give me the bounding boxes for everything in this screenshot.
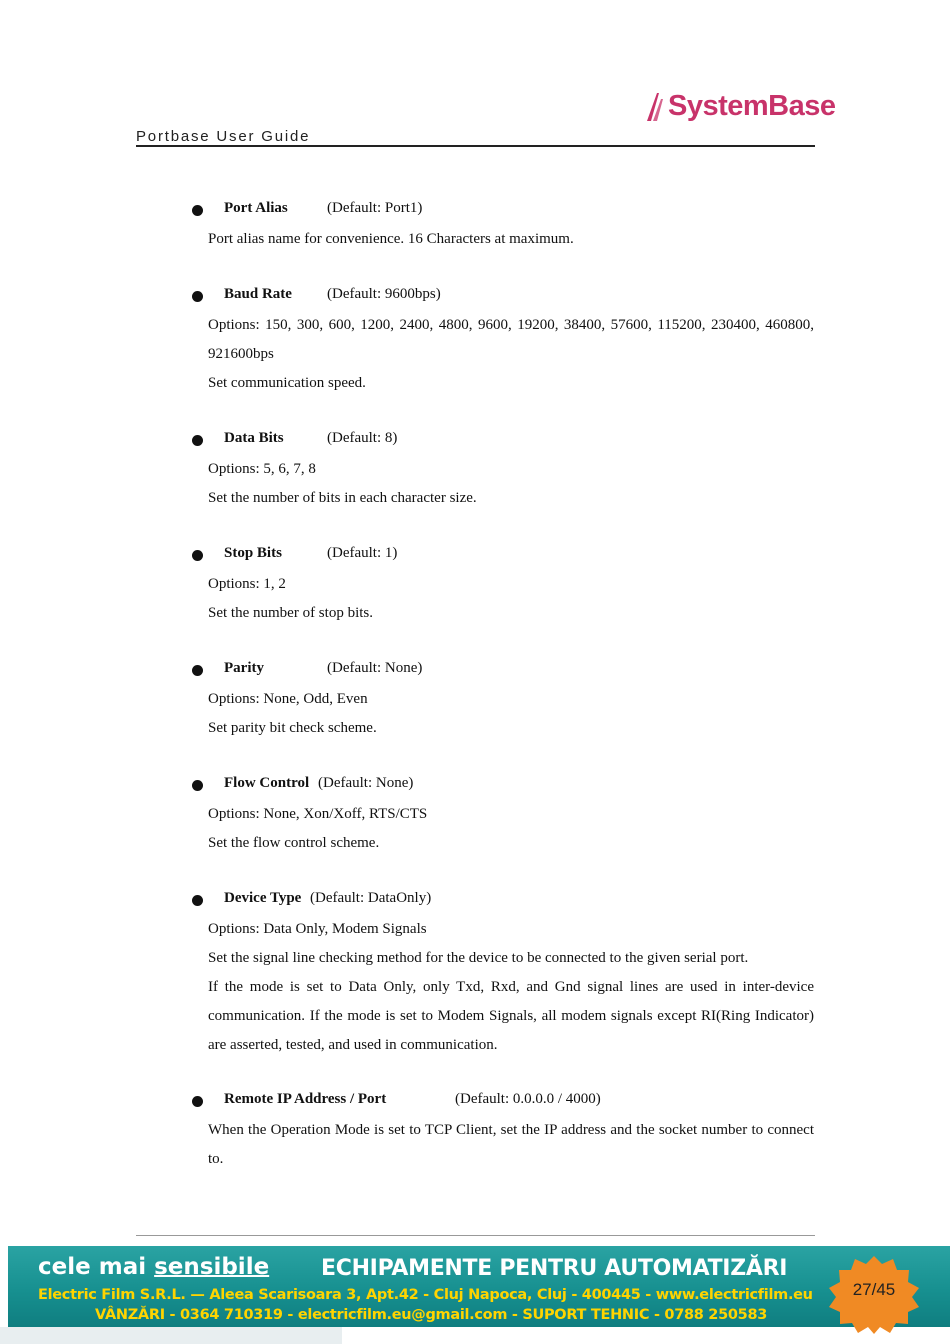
page-number: 27/45	[852, 1280, 896, 1299]
page-number-badge	[826, 1254, 928, 1334]
bullet-icon	[192, 895, 203, 906]
item-description: Set the number of stop bits.	[208, 605, 373, 621]
item-default: (Default: DataOnly)	[310, 890, 432, 906]
item-default: (Default: 8)	[327, 430, 398, 446]
item-description: When the Operation Mode is set to TCP Client, set the IP address and the socket number to connect to.	[208, 1122, 814, 1167]
item-options: Options: None, Xon/Xoff, RTS/CTS	[208, 806, 428, 822]
banner-contact-phones: VÂNZĂRI - 0364 710319 - electricfilm.eu@gmail.com - SUPORT TEHNIC - 0788 250583	[95, 1307, 768, 1323]
item-name: Baud Rate	[224, 286, 292, 302]
bullet-icon	[192, 435, 203, 446]
bullet-icon	[192, 665, 203, 676]
logo-mark-icon	[645, 91, 667, 123]
bullet-icon	[192, 780, 203, 791]
item-default: (Default: 9600bps)	[327, 286, 441, 302]
item-description: Set the flow control scheme.	[208, 835, 380, 851]
bullet-icon	[192, 291, 203, 302]
item-detail: If the mode is set to Data Only, only Txd, Rxd, and Gnd signal lines are used in inter-device communication. If the mode is set to Modem Signals, all modem signals except RI(Ring Indicator) are asserted, tested, and used in communication.	[208, 979, 814, 1053]
item-name: Flow Control	[224, 775, 310, 791]
bullet-icon	[192, 1096, 203, 1107]
systembase-logo	[645, 90, 836, 123]
bottom-strip	[0, 1327, 342, 1344]
bullet-icon	[192, 550, 203, 561]
item-default: (Default: None)	[318, 775, 414, 791]
item-default: (Default: Port1)	[327, 200, 423, 216]
item-name: Remote IP Address / Port	[224, 1091, 387, 1107]
item-name: Port Alias	[224, 200, 288, 216]
tagline-emphasis: sensibile	[154, 1254, 270, 1280]
item-default: (Default: None)	[327, 660, 423, 676]
item-options: Options: 5, 6, 7, 8	[208, 461, 316, 477]
footer-divider	[136, 1235, 815, 1236]
item-options: Options: None, Odd, Even	[208, 691, 368, 707]
advertising-banner	[8, 1246, 950, 1327]
item-options: Options: Data Only, Modem Signals	[208, 921, 427, 937]
banner-tagline	[38, 1254, 269, 1280]
banner-contact-address: Electric Film S.R.L. — Aleea Scarisoara 3, Apt.42 - Cluj Napoca, Cluj - 400445 - www.electricfilm.eu	[38, 1287, 813, 1303]
item-description: Set communication speed.	[208, 375, 366, 391]
item-name: Device Type	[224, 890, 302, 906]
guide-title: Portbase User Guide	[136, 128, 311, 145]
tagline-prefix: cele mai	[38, 1254, 155, 1280]
item-description: Port alias name for convenience. 16 Characters at maximum.	[208, 231, 574, 247]
item-default: (Default: 0.0.0.0 / 4000)	[455, 1091, 601, 1107]
item-description: Set parity bit check scheme.	[208, 720, 377, 736]
item-name: Data Bits	[224, 430, 284, 446]
header-divider	[136, 145, 815, 147]
banner-headline: ECHIPAMENTE PENTRU AUTOMATIZĂRI	[321, 1256, 788, 1281]
item-options: Options: 150, 300, 600, 1200, 2400, 4800, 9600, 19200, 38400, 57600, 115200, 230400, 460800, 921600bps	[208, 317, 814, 362]
item-options: Options: 1, 2	[208, 576, 286, 592]
item-description: Set the number of bits in each character size.	[208, 490, 477, 506]
bullet-icon	[192, 205, 203, 216]
item-default: (Default: 1)	[327, 545, 398, 561]
item-name: Stop Bits	[224, 545, 282, 561]
item-description: Set the signal line checking method for the device to be connected to the given serial port.	[208, 950, 749, 966]
item-name: Parity	[224, 660, 264, 676]
logo-text: SystemBase	[668, 90, 836, 122]
